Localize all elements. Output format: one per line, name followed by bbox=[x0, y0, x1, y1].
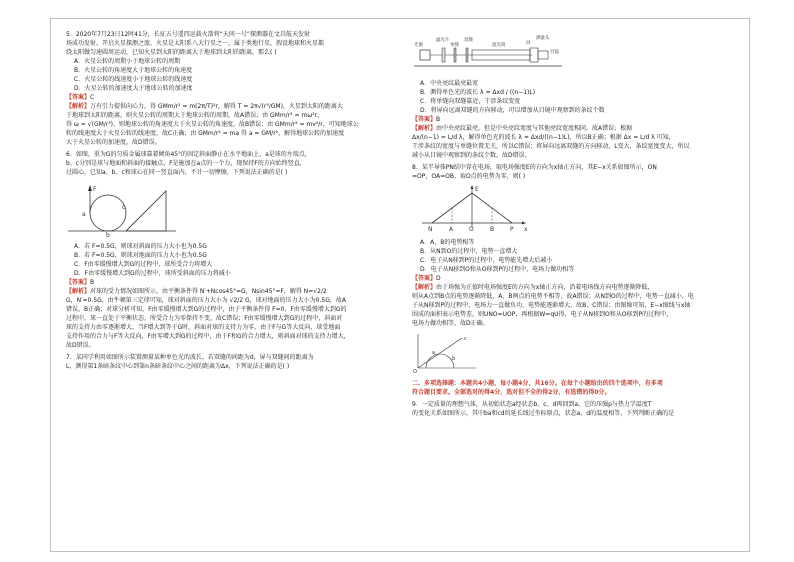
q6-analysis-line: 故D错误。 bbox=[66, 342, 95, 349]
section2-header-line: 符合题目要求。全部选对的得4分，选对但不全的得2分，有选错的得0分。 bbox=[412, 389, 611, 396]
q6-analysis-line: 支持作用的合力与F等大反向，F由零增大到G的过程中，由于F和G的合力增大，则斜面对球的支持力增大， bbox=[66, 333, 350, 340]
q5-stem-line: 5．2020年7月23日12时41分，长征五号遥四运载火箭将“天问一号”探测器在文昌航天发射 bbox=[66, 31, 311, 38]
answer-tag: 【答案】 bbox=[66, 279, 91, 286]
q7-option-c: C．将单缝向双缝靠近，干涉条纹变宽 bbox=[420, 98, 521, 105]
q5-analysis-line: 得 ω = √(GM/r³)，则地球公转的角速度大于火星公转的角速度，故B错误；由 GMm/r² = mv²/r，可知地球公 bbox=[66, 121, 359, 128]
q8-analysis-line: 子从N移到P的过程中，电场力一直做负功，电势能逐渐增大，故B、C错误；由图像可知，E−x图线与x轴 bbox=[412, 302, 691, 309]
q5-analysis-line bbox=[66, 102, 366, 111]
label-filter: 滤光片 bbox=[436, 38, 450, 43]
label-f: F bbox=[93, 186, 97, 193]
label-b: b bbox=[106, 232, 110, 237]
q5-option-b: B．火星公转的角速度大于地球公转的角速度 bbox=[74, 67, 193, 74]
q5-analysis-line: 转的线速度大于火星公转的线速度，故C正确；由 GMm/r² = ma 得 a = GM/r²，解得地球公转的加速度 bbox=[66, 130, 345, 137]
light-source bbox=[420, 50, 430, 60]
label-screen: 屏 bbox=[526, 41, 531, 46]
q7-option-b: B．测得单色光的波长 λ = Δxd / ((n−1)L) bbox=[420, 89, 536, 96]
incline-wedge bbox=[126, 191, 166, 231]
answer-tag: 【答案】 bbox=[412, 275, 437, 282]
arrow-head bbox=[88, 185, 92, 191]
section2-header-line: 二、多项选择题：本题共4小题，每小题4分，共16分。在每个小题给出的四个选项中，有多项 bbox=[412, 380, 663, 387]
q8-analysis-line: 围成的面积表示电势差，则UNO=UOP，再根据W=qU得，电子从N移到O和从O移到P的过程中， bbox=[412, 311, 673, 318]
analysis-tag: 【解析】 bbox=[66, 103, 91, 110]
label-n: N bbox=[428, 226, 433, 233]
fig-line bbox=[418, 338, 462, 368]
q8-option-d: D．电子从N移到O和从O移到P的过程中，电场力做功相等 bbox=[420, 266, 575, 273]
q7-option-d: D．将屏向远离双缝的方向移动，可以增加从目镜中观察到的条纹个数 bbox=[420, 107, 605, 114]
q6-analysis-line bbox=[66, 287, 366, 296]
q6-analysis-line: G，N′=0.5G，由牛顿第三定律可知，球对斜面的压力大小为 √2/2 G，球对地面的压力大小为0.5G，故A bbox=[66, 297, 346, 304]
q5-option-d: D．火星公转的加速度大于地球公转的加速度 bbox=[74, 85, 193, 92]
q6-option-d: D．F由零缓慢增大到G的过程中，球所受斜面的压力将减小 bbox=[74, 270, 231, 277]
answer-value: B bbox=[90, 279, 95, 286]
analysis-text: 由于场强为正值时电场强度E的方向为x轴正方向，沿着电场线方向电势逐渐降低， bbox=[436, 284, 654, 291]
answer-value: B bbox=[436, 116, 441, 123]
label-e: E bbox=[475, 186, 479, 193]
left-column bbox=[66, 30, 366, 371]
analysis-tag: 【解析】 bbox=[412, 125, 437, 132]
q6-stem-line: b、c分别是球与地面和斜面的接触点，F是施加在a点的一个力，现保持F的方向始终竖直， bbox=[66, 160, 306, 167]
q5-stem-line: 绕太阳做匀速圆周运动，已知火星到太阳的距离大于地球到太阳的距离，那么( ) bbox=[66, 49, 277, 56]
q8-answer bbox=[412, 274, 712, 283]
q6-stem-line: 过圆心，已知a、b、c和球心在同一竖直面内，不计一切摩擦，下列说法正确的是( ) bbox=[66, 169, 288, 176]
q5-option-a: A．火星公转的周期小于地球公转的周期 bbox=[74, 58, 181, 65]
metal-sphere bbox=[90, 195, 126, 231]
label-a: A bbox=[449, 226, 454, 233]
label-tube: 遮光筒 bbox=[492, 43, 506, 48]
eyepiece bbox=[538, 51, 548, 59]
q6-analysis-line: 错误，B正确；对球分析可知，F由零缓慢增大到G的过程中，由于平衡条件得 F=0，F由零缓慢增大到G的 bbox=[66, 306, 347, 313]
label-light-source: 光源 bbox=[414, 43, 423, 48]
x-axis-arrow bbox=[522, 222, 526, 225]
label-single-slit: 单缝 bbox=[450, 43, 459, 48]
answer-tag: 【答案】 bbox=[66, 94, 91, 101]
q6-option-b: B．若 F=0.5G，则球对地面的压力大小也为0.5G bbox=[74, 252, 207, 259]
q7-stem-line: L，测得第1条暗条纹中心到第n条暗条纹中心之间的距离为Δx，下列说法正确的是( ) bbox=[66, 363, 290, 370]
label-c: c bbox=[122, 204, 126, 211]
fig-label-a: a bbox=[432, 350, 436, 356]
q7-answer bbox=[412, 115, 712, 124]
filter bbox=[442, 48, 445, 62]
q6-analysis-line: 过程中，球一直处于平衡状态，所受合力为零保持不变，故C错误；F由零缓慢增大到G的过程中，斜面对 bbox=[66, 315, 343, 322]
q8-stem-line: 8．某半导体PN结中存在电场，取电场强度E的方向为x轴正方向，其E−x关系如图所示，ON bbox=[412, 164, 657, 171]
fig-label-c: c bbox=[464, 336, 467, 342]
q8-stem-line: =OP，OA=OB，取O点的电势为零，则( ) bbox=[412, 173, 526, 180]
label-double-slit: 双缝 bbox=[464, 38, 473, 43]
q9-stem-line: 9．一定质量的理想气体，从初始状态a经状态b、c、d再回到a，它的压强p与热力学温度T bbox=[412, 401, 652, 408]
q6-option-a: A．若 F=0.5G，则球对斜面的压力大小也为0.5G bbox=[74, 243, 207, 250]
label-a: a bbox=[82, 211, 86, 218]
analysis-text: 对球的受力情况如图所示，由平衡条件得 N′+Ncos45°=G，Nsin45°=F，解得 N=√2/2 bbox=[90, 288, 327, 295]
analysis-text: 由中央亮纹最亮，但是中央亮纹宽度与其他亮纹宽度相同，故A错误；根据 bbox=[436, 125, 633, 132]
q8-analysis-line: 则从A点到B点的电势逐渐降低，A、B两点的电势不相等，故A错误；从N到O的过程中，电势一直减小，电 bbox=[412, 293, 694, 300]
q8-analysis-line bbox=[412, 283, 712, 292]
single-slit bbox=[454, 48, 456, 62]
answer-value: D bbox=[436, 275, 441, 282]
label-eyepiece: 目镜 bbox=[550, 50, 559, 55]
q5-analysis-line: 大于火星公转的加速度，故D错误。 bbox=[66, 139, 161, 146]
q7-analysis-line: 减小从目镜中观察到的条纹个数，故D错误。 bbox=[412, 152, 531, 159]
q8-option-a: A．A、B的电势相等 bbox=[420, 239, 475, 246]
double-slit-apparatus-figure bbox=[412, 32, 572, 74]
q8-option-c: C．电子从N移到P的过程中，电势能先增大后减小 bbox=[420, 257, 553, 264]
analysis-tag: 【解析】 bbox=[66, 288, 91, 295]
label-b: B bbox=[490, 226, 495, 233]
answer-tag: 【答案】 bbox=[412, 116, 437, 123]
q5-analysis-line: 于地球到太阳的距离，则火星公转的周期大于地球公转的周期，故A错误；由 GMm/r² = mω²r， bbox=[66, 112, 324, 119]
q8-potential-figure bbox=[412, 330, 482, 374]
q5-answer bbox=[66, 93, 366, 102]
q6-option-c: C．F由零缓慢增大到G的过程中，球所受合力将增大 bbox=[74, 261, 213, 268]
label-o: O bbox=[469, 226, 474, 233]
analysis-tag: 【解析】 bbox=[412, 284, 437, 291]
q5-option-c: C．火星公转的线速度小于地球公转的线速度 bbox=[74, 76, 193, 83]
answer-value: C bbox=[90, 94, 95, 101]
q6-answer bbox=[66, 278, 366, 287]
q6-analysis-line: 球的支持力由零逐渐增大，当F增大到等于G时，斜面对球的支持力为零，由于F与G等大反向，球受地面 bbox=[66, 324, 341, 331]
fig-label-b: b bbox=[452, 356, 456, 362]
q6-sphere-figure bbox=[66, 179, 186, 237]
right-column bbox=[412, 30, 712, 418]
e-axis-arrow bbox=[471, 185, 474, 189]
q5-stem-line: 场成功发射，开启火星探测之旅，火星是太阳系八大行星之一，属于类地行星，假设地球和火星都 bbox=[66, 40, 325, 47]
label-measuring-head: 测量头 bbox=[536, 36, 550, 41]
q7-analysis-line: 干涉条纹的宽度与单缝位置无关，所以C错误；将屏向远离双缝的方向移动，L变大，条纹宽度变大，所以 bbox=[412, 143, 690, 150]
analysis-text: 万有引力提供向心力，得 GMm/r² = m(2π/T)²r，解得 T = 2π√(r³/GM)，火星到太阳的距离大 bbox=[90, 103, 343, 110]
label-x: x bbox=[524, 226, 528, 233]
q9-stem-line: 的变化关系如图所示，其中ba和cd的延长线过坐标原点，状态a、d的温度相等，下列判断正确的是 bbox=[412, 410, 675, 417]
q7-analysis-line: Δx/(n−1) = L/d λ，解得单色光的波长 λ = Δxd/((n−1)L)，所以B正确；根据 Δx = L/d λ 可知， bbox=[412, 134, 675, 141]
fig-label-o: O bbox=[413, 369, 417, 374]
q7-analysis-line bbox=[412, 124, 712, 133]
q8-option-b: B．从N到O的过程中，电势一直增大 bbox=[420, 248, 518, 255]
q8-e-x-graph bbox=[412, 183, 532, 233]
q7-stem-line: 7．某同学利用如图所示装置测量某种单色光的波长。若双缝的间距为d，屏与双缝间的距离为 bbox=[66, 354, 314, 361]
q8-analysis-line: 电场力做功相等，故D正确。 bbox=[412, 320, 489, 327]
double-slit bbox=[466, 48, 468, 62]
q7-option-a: A．中央亮纹最亮最宽 bbox=[420, 80, 479, 87]
q6-stem-line: 6．如图，重为G的匀质金属球靠着倾角45°的固定斜面静止在水平地面上，a是球的左端点， bbox=[66, 151, 311, 158]
fig-arc bbox=[426, 354, 454, 368]
label-p: P bbox=[510, 226, 514, 233]
